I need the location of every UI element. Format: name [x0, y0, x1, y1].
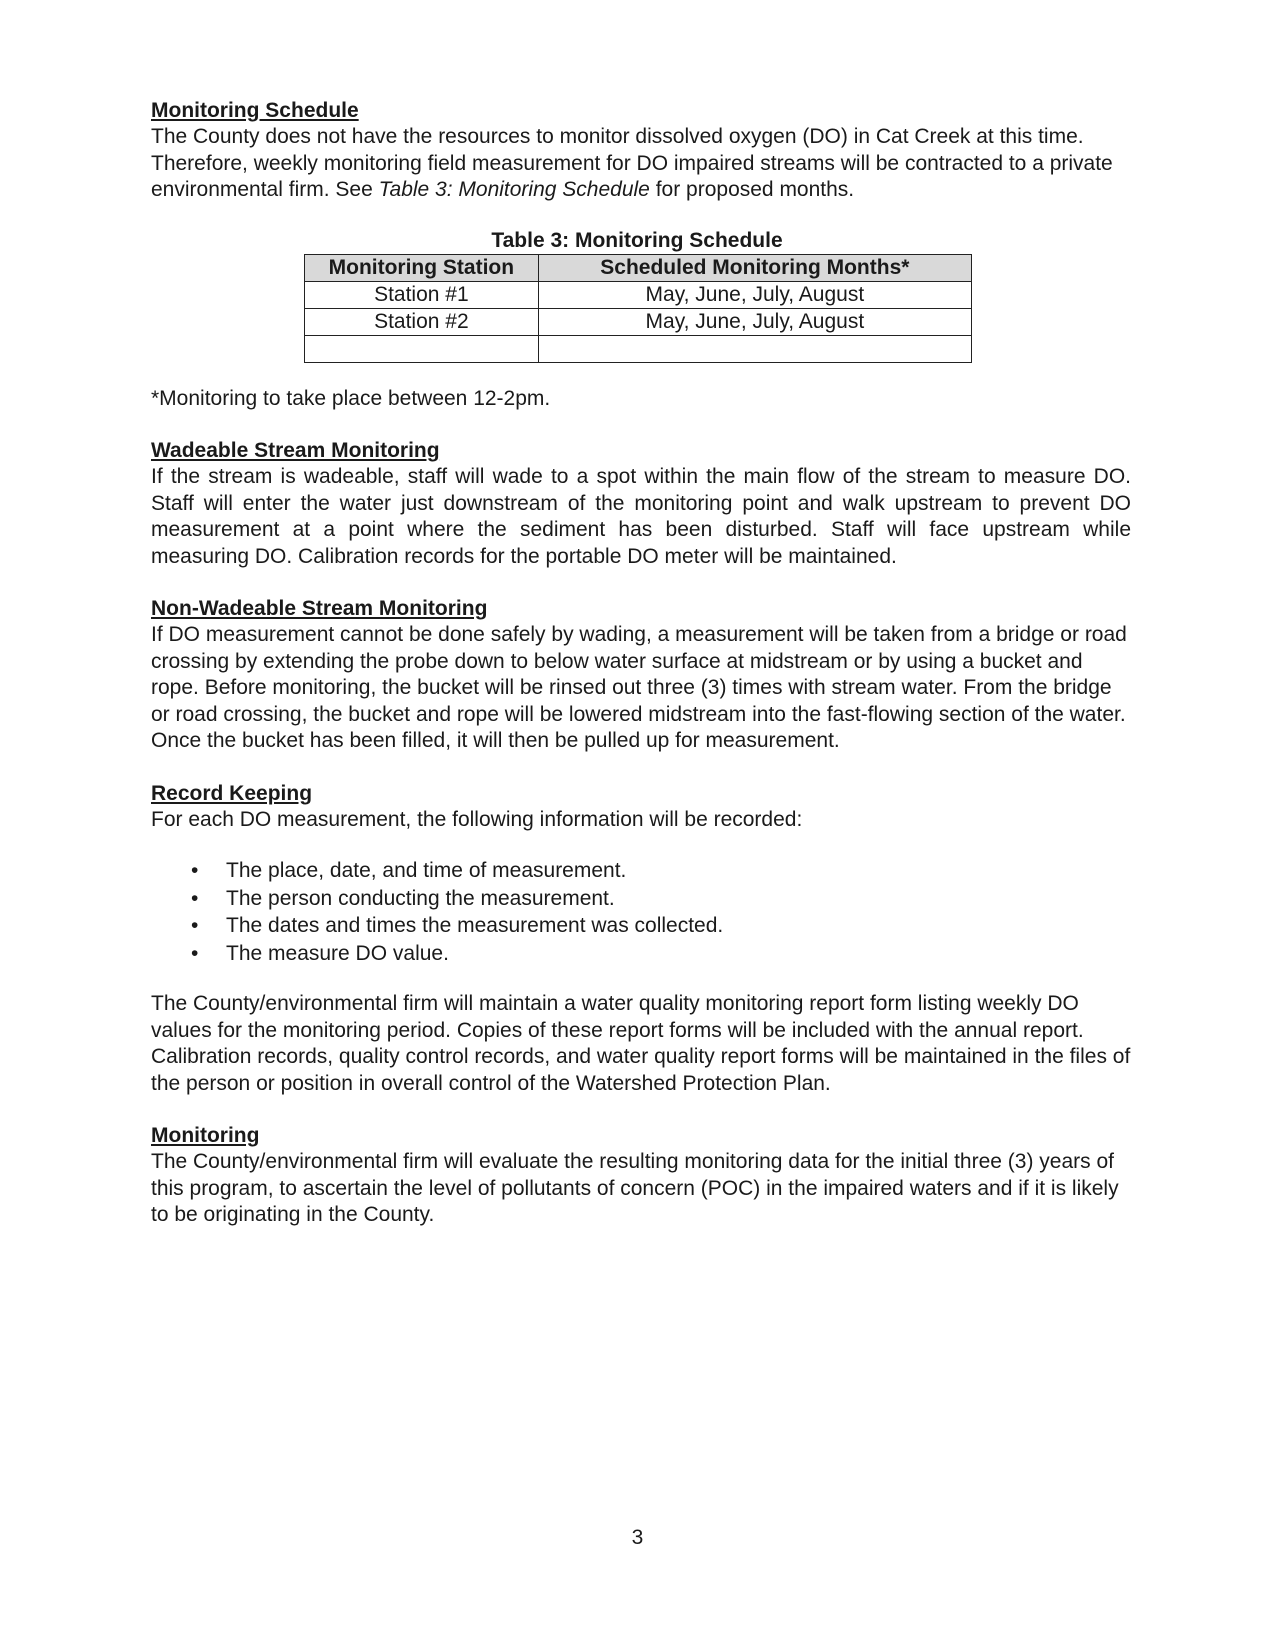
non-wadeable-heading: Non-Wadeable Stream Monitoring: [151, 597, 488, 621]
list-item-text: The measure DO value.: [226, 941, 449, 965]
table-row: [305, 335, 972, 362]
record-keeping-heading: Record Keeping: [151, 781, 313, 805]
non-wadeable-paragraph: If DO measurement cannot be done safely by wading, a measurement will be taken from a bridge or road crossing by extending the probe down to below water surface at midstream or by using a bucket and rope. Before monitoring, the bucket will be rinsed out three (3) times with stream water. From the bridge or road crossing, the bucket and rope will be lowered midstream into the fast-flowing section of the water. Once the bucket has been filled, it will then be pulled up for measurement.: [151, 623, 1127, 753]
record-keeping-list: [151, 857, 1131, 967]
table-header-row: [305, 254, 972, 281]
monitoring-heading: Monitoring: [151, 1123, 260, 1147]
monitoring-schedule-text-start: The County does not have the resources to monitor dissolved oxygen (DO) in Cat Creek at this time. Therefore, weekly monitoring field measurement for DO impaired streams will be contracted to a private environmental firm. See: [151, 125, 1113, 202]
list-item-text: The person conducting the measurement.: [226, 886, 615, 910]
bullet-icon: •: [191, 886, 199, 910]
list-item: [191, 857, 1131, 885]
table-header-months: Scheduled Monitoring Months*: [538, 254, 971, 281]
document-page: [151, 98, 1131, 1229]
table-cell-station: [305, 335, 539, 362]
table-cell-station: Station #1: [305, 281, 539, 308]
wadeable-heading: Wadeable Stream Monitoring: [151, 439, 440, 463]
monitoring-paragraph: The County/environmental firm will evaluate the resulting monitoring data for the initial three (3) years of this program, to ascertain the level of pollutants of concern (POC) in the impaired waters and if it is likely to be originating in the County.: [151, 1150, 1119, 1227]
monitoring-schedule-table: [304, 254, 972, 363]
page-number: 3: [631, 1526, 644, 1549]
list-item: [191, 885, 1131, 913]
list-item-text: The dates and times the measurement was collected.: [226, 914, 724, 938]
record-keeping-intro: For each DO measurement, the following information will be recorded:: [151, 807, 803, 831]
bullet-icon: •: [191, 941, 199, 965]
table-cell-months: May, June, July, August: [538, 281, 971, 308]
list-item-text: The place, date, and time of measurement.: [226, 859, 627, 883]
wadeable-paragraph: If the stream is wadeable, staff will wade to a spot within the main flow of the stream to measure DO. Staff will enter the water just downstream of the monitoring point and walk upstream to prevent DO measurement at a point where the sediment has been disturbed. Staff will face upstream while measuring DO. Calibration records for the portable DO meter will be maintained.: [151, 465, 1131, 568]
table-row: [305, 281, 972, 308]
monitoring-schedule-text-end: for proposed months.: [649, 178, 855, 202]
table-reference: Table 3: Monitoring Schedule: [378, 178, 650, 202]
table-caption: Table 3: Monitoring Schedule: [491, 228, 783, 252]
record-keeping-closing: The County/environmental firm will maintain a water quality monitoring report form listing weekly DO values for the monitoring period. Copies of these report forms will be included with the annual report. Calibration records, quality control records, and water quality report forms will be maintained in the files of the person or position in overall control of the Watershed Protection Plan.: [151, 992, 1131, 1095]
bullet-icon: •: [191, 859, 199, 883]
table-cell-months: May, June, July, August: [538, 308, 971, 335]
table-footnote: *Monitoring to take place between 12-2pm.: [151, 386, 551, 410]
table-cell-months: [538, 335, 971, 362]
list-item: [191, 912, 1131, 940]
monitoring-schedule-heading: Monitoring Schedule: [151, 99, 359, 122]
monitoring-schedule-paragraph: [151, 124, 1131, 203]
bullet-icon: •: [191, 914, 199, 938]
table-row: [305, 308, 972, 335]
table-cell-station: Station #2: [305, 308, 539, 335]
table-header-station: Monitoring Station: [305, 254, 539, 281]
list-item: [191, 940, 1131, 968]
